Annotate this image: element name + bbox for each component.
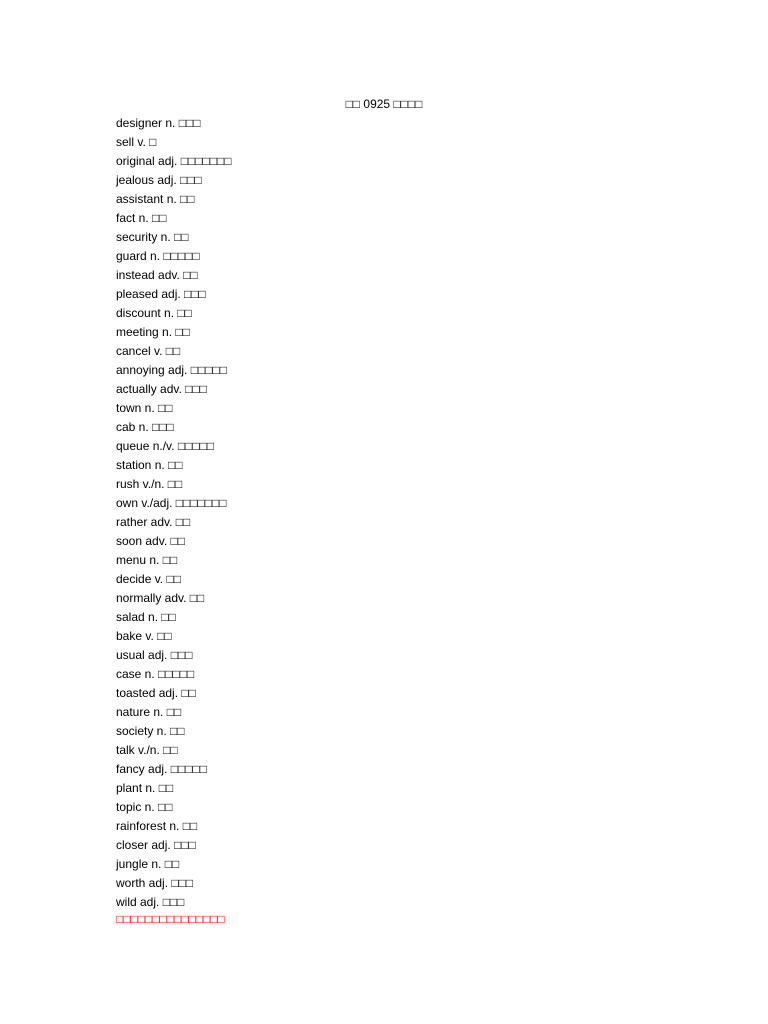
vocabulary-entry: soon adv. □□ xyxy=(116,534,185,548)
vocabulary-entry: actually adv. □□□ xyxy=(116,382,207,396)
vocabulary-entry: jealous adj. □□□ xyxy=(116,173,202,187)
vocabulary-entry: assistant n. □□ xyxy=(116,192,195,206)
vocabulary-entry: menu n. □□ xyxy=(116,553,178,567)
vocabulary-entry: security n. □□ xyxy=(116,230,189,244)
vocabulary-entry: fancy adj. □□□□□ xyxy=(116,762,207,776)
vocabulary-entry: guard n. □□□□□ xyxy=(116,249,200,263)
footer-note: □□□□□□□□□□□□□□□ xyxy=(116,912,225,926)
vocabulary-entry: pleased adj. □□□ xyxy=(116,287,206,301)
vocabulary-entry: own v./adj. □□□□□□□ xyxy=(116,496,227,510)
document-title: □□ 0925 □□□□ xyxy=(345,97,423,111)
vocabulary-entry: normally adv. □□ xyxy=(116,591,205,605)
vocabulary-entry: case n. □□□□□ xyxy=(116,667,195,681)
vocabulary-entry: fact n. □□ xyxy=(116,211,167,225)
vocabulary-entry: usual adj. □□□ xyxy=(116,648,193,662)
vocabulary-entry: plant n. □□ xyxy=(116,781,174,795)
vocabulary-entry: cab n. □□□ xyxy=(116,420,174,434)
vocabulary-entry: jungle n. □□ xyxy=(116,857,180,871)
vocabulary-entry: station n. □□ xyxy=(116,458,183,472)
vocabulary-list xyxy=(116,114,231,912)
vocabulary-entry: cancel v. □□ xyxy=(116,344,181,358)
vocabulary-entry: sell v. □ xyxy=(116,135,157,149)
vocabulary-entry: salad n. □□ xyxy=(116,610,176,624)
vocabulary-entry: annoying adj. □□□□□ xyxy=(116,363,227,377)
vocabulary-entry: town n. □□ xyxy=(116,401,173,415)
vocabulary-entry: designer n. □□□ xyxy=(116,116,201,130)
vocabulary-entry: rainforest n. □□ xyxy=(116,819,198,833)
vocabulary-entry: toasted adj. □□ xyxy=(116,686,196,700)
vocabulary-entry: instead adv. □□ xyxy=(116,268,198,282)
vocabulary-entry: decide v. □□ xyxy=(116,572,181,586)
vocabulary-entry: wild adj. □□□ xyxy=(116,895,185,909)
vocabulary-entry: bake v. □□ xyxy=(116,629,172,643)
vocabulary-entry: topic n. □□ xyxy=(116,800,173,814)
vocabulary-entry: queue n./v. □□□□□ xyxy=(116,439,215,453)
vocabulary-entry: rather adv. □□ xyxy=(116,515,191,529)
vocabulary-entry: rush v./n. □□ xyxy=(116,477,183,491)
vocabulary-entry: society n. □□ xyxy=(116,724,185,738)
vocabulary-entry: discount n. □□ xyxy=(116,306,192,320)
vocabulary-entry: original adj. □□□□□□□ xyxy=(116,154,232,168)
vocabulary-entry: nature n. □□ xyxy=(116,705,182,719)
vocabulary-entry: meeting n. □□ xyxy=(116,325,190,339)
vocabulary-entry: worth adj. □□□ xyxy=(116,876,194,890)
vocabulary-entry: closer adj. □□□ xyxy=(116,838,196,852)
vocabulary-entry: talk v./n. □□ xyxy=(116,743,178,757)
